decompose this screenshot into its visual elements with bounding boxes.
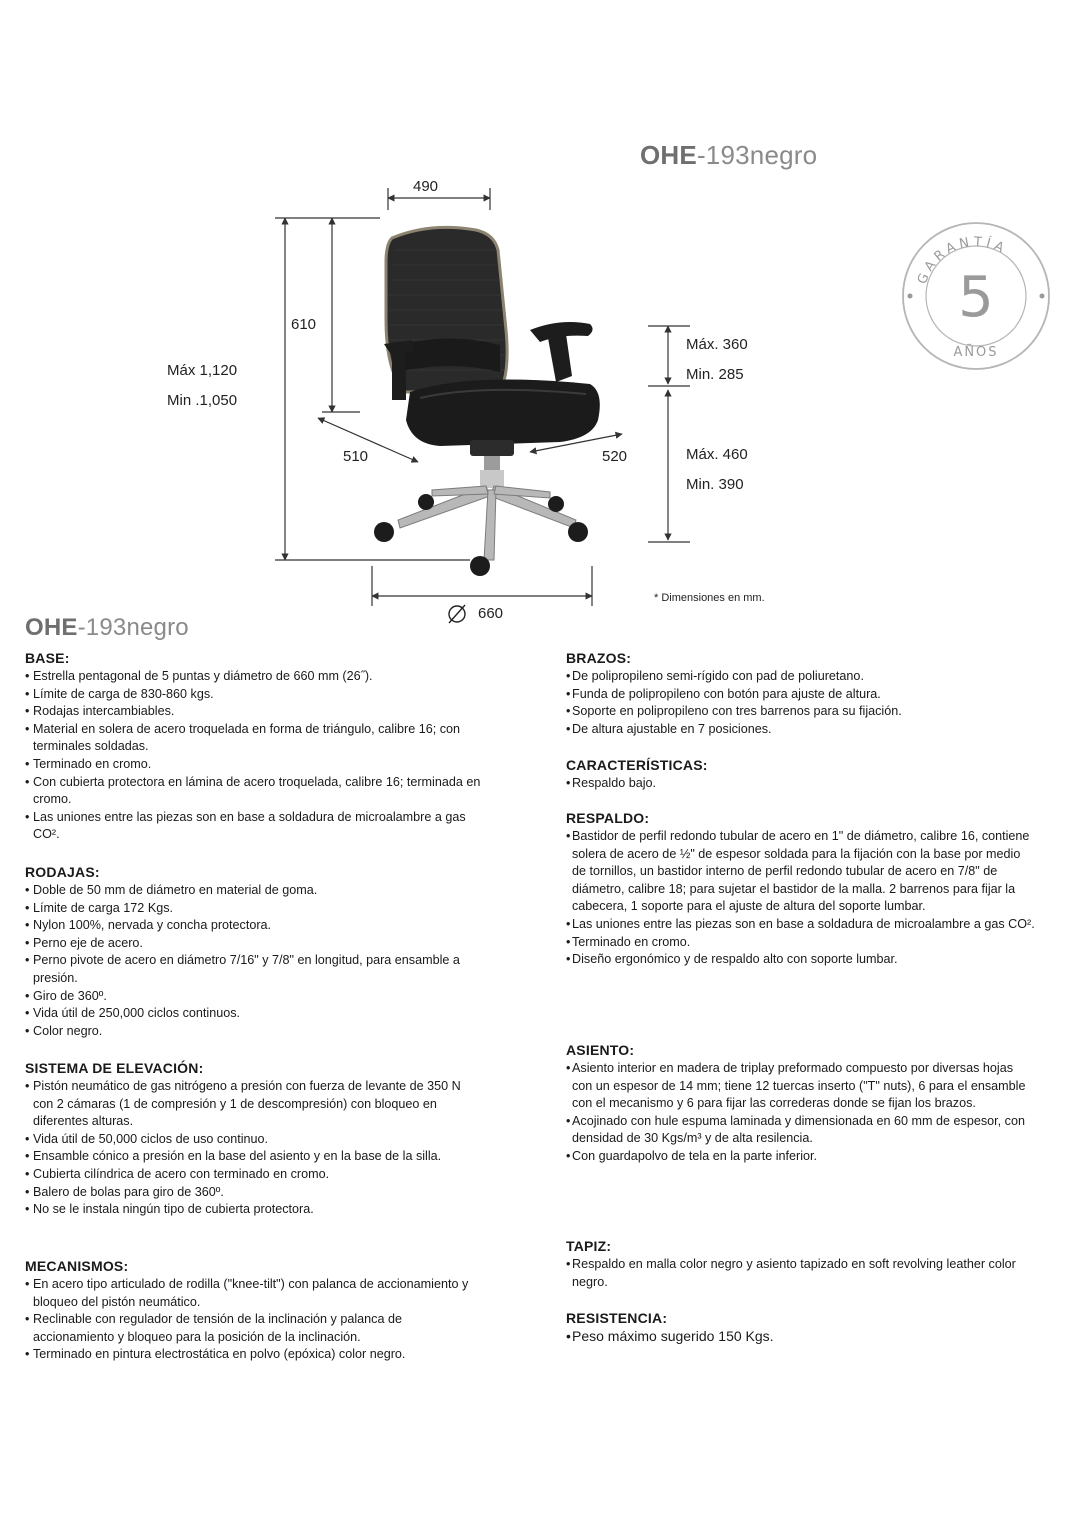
- list-item: • No se le instala ningún tipo de cubierta protectora.: [25, 1201, 475, 1219]
- list-item: • Límite de carga 172 Kgs.: [25, 900, 485, 918]
- list-item: • Material en solera de acero troquelada en forma de triángulo, calibre 16; con terminales soldadas.: [25, 721, 485, 756]
- list-item: • Las uniones entre las piezas son en base a soldadura de microalambre a gas CO².: [566, 916, 1036, 934]
- list-item: • Diseño ergonómico y de respaldo alto con soporte lumbar.: [566, 951, 1036, 969]
- chair-illustration: [374, 227, 600, 576]
- list-item: • Asiento interior en madera de triplay preformado compuesto por diversas hojas con un espesor de 14 mm; tiene 12 tuercas inserto ("T" nuts), 6 para el ensamble con el mecanismo y 6 para fijar las correderas donde se fijan los brazos.: [566, 1060, 1036, 1113]
- section-title: SISTEMA DE ELEVACIÓN:: [25, 1060, 204, 1076]
- chair-diagram: [0, 160, 1080, 630]
- list-item: • Vida útil de 50,000 ciclos de uso continuo.: [25, 1131, 475, 1149]
- section-title: ASIENTO:: [566, 1042, 635, 1058]
- dim-base-diameter-label: 660: [478, 605, 504, 622]
- list-item: • Con guardapolvo de tela en la parte inferior.: [566, 1148, 1036, 1166]
- list-item: • Rodajas intercambiables.: [25, 703, 485, 721]
- list-item: • Terminado en cromo.: [25, 756, 485, 774]
- badge-top-text: GARANTÍA: [914, 234, 1010, 287]
- list-item: • Con cubierta protectora en lámina de acero troquelada, calibre 16; terminada en cromo.: [25, 774, 485, 809]
- list-item: • Cubierta cilíndrica de acero con terminado en cromo.: [25, 1166, 475, 1184]
- section-brazos: [566, 650, 1036, 738]
- list-item: • Funda de polipropileno con botón para ajuste de altura.: [566, 686, 1036, 704]
- list-item: • Soporte en polipropileno con tres barrenos para su fijación.: [566, 703, 1036, 721]
- model-suffix: -193negro: [696, 140, 818, 170]
- dim-seat-max-label: Máx. 460: [686, 446, 748, 463]
- section-tapiz: [566, 1238, 1036, 1291]
- list-item: • Giro de 360º.: [25, 988, 485, 1006]
- model-code: OHE: [640, 140, 697, 170]
- list-item: • Vida útil de 250,000 ciclos continuos.: [25, 1005, 485, 1023]
- list-item: • Bastidor de perfil redondo tubular de acero en 1" de diámetro, calibre 16, contiene solera de acero de ½" de espesor soldada para la fijación con la base por medio de tornillos, un bastidor interno de perfil redondo tubular de acero en 7/8" de diámetro, calibre 18; para sujetar el bastidor de la malla. 2 barrenos para fijar la cabecera, 1 soporte para el ajuste de altura del soporte lumbar.: [566, 828, 1036, 916]
- dim-seat-min-label: Min. 390: [686, 476, 744, 493]
- dim-total-max-label: Máx 1,120: [167, 362, 238, 379]
- list-item: • Reclinable con regulador de tensión de la inclinación y palanca de accionamiento y bloqueo para la posición de la inclinación.: [25, 1311, 485, 1346]
- list-item: • En acero tipo articulado de rodilla ("knee-tilt") con palanca de accionamiento y bloqueo del pistón neumático.: [25, 1276, 485, 1311]
- spec-model-suffix: -193negro: [77, 614, 189, 641]
- dim-total-min-label: Min .1,050: [167, 392, 238, 409]
- list-item: • Perno eje de acero.: [25, 935, 485, 953]
- dimensions-note: * Dimensiones en mm.: [654, 592, 765, 604]
- list-item: • Peso máximo sugerido 150 Kgs.: [566, 1328, 1036, 1346]
- dim-width-label: 490: [413, 178, 439, 195]
- list-item: • Respaldo en malla color negro y asiento tapizado en soft revolving leather color negro.: [566, 1256, 1036, 1291]
- badge-bottom-text: AÑOS: [953, 345, 999, 360]
- section-title: RODAJAS:: [25, 864, 100, 880]
- section-respaldo: [566, 810, 1036, 969]
- list-item: • Límite de carga de 830-860 kgs.: [25, 686, 485, 704]
- section-title: RESISTENCIA:: [566, 1310, 668, 1326]
- list-item: • Doble de 50 mm de diámetro en material de goma.: [25, 882, 485, 900]
- section-title: CARACTERÍSTICAS:: [566, 757, 708, 773]
- list-item: • Color negro.: [25, 1023, 485, 1041]
- section-rodajas: [25, 864, 485, 1040]
- list-item: • Respaldo bajo.: [566, 775, 1036, 793]
- section-title: RESPALDO:: [566, 810, 650, 826]
- list-item: • Terminado en pintura electrostática en polvo (epóxica) color negro.: [25, 1346, 485, 1364]
- dim-arm-min-label: Min. 285: [686, 366, 744, 383]
- list-item: • Estrella pentagonal de 5 puntas y diámetro de 660 mm (26˝).: [25, 668, 485, 686]
- list-item: • Nylon 100%, nervada y concha protectora.: [25, 917, 485, 935]
- list-item: • De polipropileno semi-rígido con pad de poliuretano.: [566, 668, 1036, 686]
- section-title: TAPIZ:: [566, 1238, 612, 1254]
- section-asiento: [566, 1042, 1036, 1166]
- section-title: BASE:: [25, 650, 70, 666]
- list-item: • Balero de bolas para giro de 360º.: [25, 1184, 475, 1202]
- section-base: [25, 650, 485, 844]
- section-resistencia: [566, 1310, 1036, 1346]
- list-item: • De altura ajustable en 7 posiciones.: [566, 721, 1036, 739]
- dim-back-height-label: 610: [291, 316, 317, 333]
- spec-title: [25, 614, 189, 642]
- section-title: MECANISMOS:: [25, 1258, 129, 1274]
- diameter-icon: [449, 605, 465, 623]
- section-mecanismos: [25, 1258, 485, 1364]
- dim-arm-max-label: Máx. 360: [686, 336, 748, 353]
- badge-number: 5: [958, 265, 994, 330]
- dim-depth-right-label: 520: [602, 448, 628, 465]
- section-elevacion: [25, 1060, 475, 1219]
- section-title: BRAZOS:: [566, 650, 632, 666]
- list-item: • Acojinado con hule espuma laminada y dimensionada en 60 mm de espesor, con densidad de 30 Kgs/m³ y de alta resilencia.: [566, 1113, 1036, 1148]
- list-item: • Terminado en cromo.: [566, 934, 1036, 952]
- spec-model-code: OHE: [25, 614, 78, 641]
- list-item: • Pistón neumático de gas nitrógeno a presión con fuerza de levante de 350 N con 2 cámaras (1 de compresión y 1 de descompresión) con bloqueo en diferentes alturas.: [25, 1078, 475, 1131]
- list-item: • Las uniones entre las piezas son en base a soldadura de microalambre a gas CO².: [25, 809, 485, 844]
- dim-depth-left-label: 510: [343, 448, 369, 465]
- list-item: • Ensamble cónico a presión en la base del asiento y en la base de la silla.: [25, 1148, 475, 1166]
- section-caracteristicas: [566, 757, 1036, 793]
- list-item: • Perno pivote de acero en diámetro 7/16" y 7/8" en longitud, para ensamble a presión.: [25, 952, 485, 987]
